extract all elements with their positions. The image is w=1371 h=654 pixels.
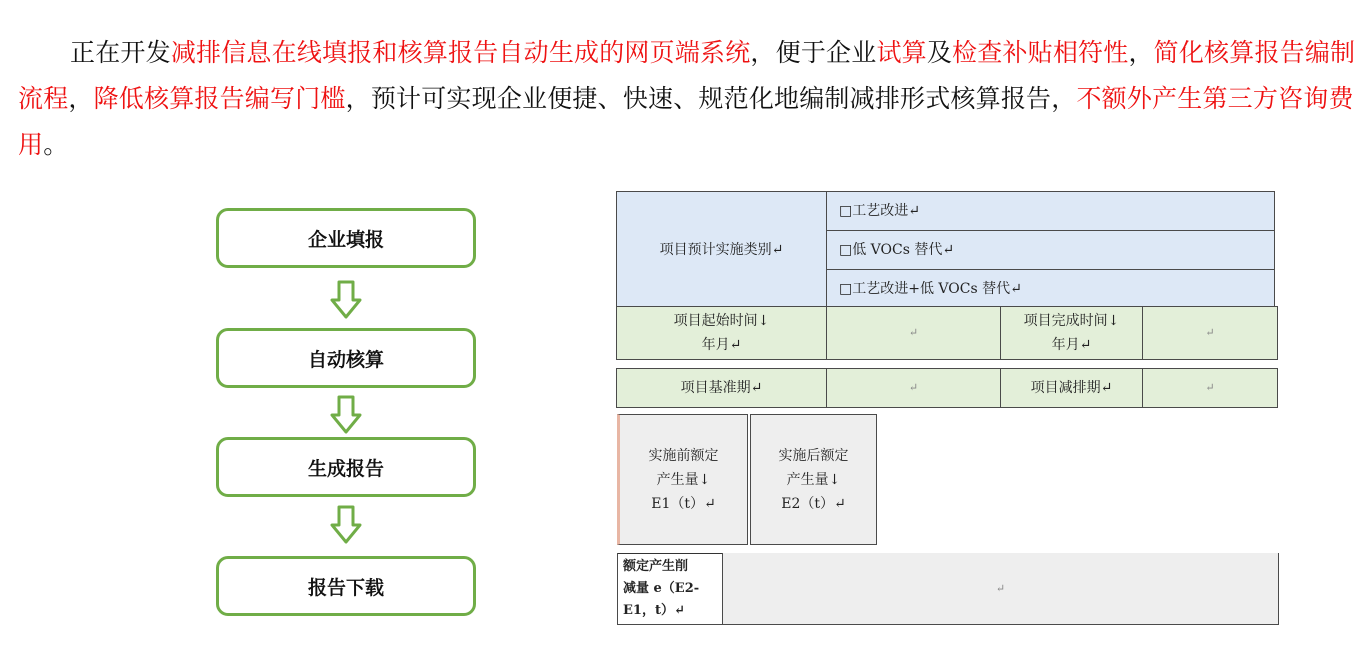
down-arrow-icon bbox=[330, 280, 362, 320]
baseline-label: 项目基准期↵ bbox=[680, 380, 763, 396]
text-span: ，便于企业 bbox=[750, 38, 877, 67]
e1-label-line2: 产生量↓ bbox=[656, 471, 711, 488]
end-time-unit: 年月↵ bbox=[1051, 337, 1092, 353]
reduction-label-line3: E1，t）↵ bbox=[623, 602, 685, 618]
text-span: ，预计可实现企业便捷、快速、规范化地编制减排形式核算报告， bbox=[345, 84, 1077, 113]
empty-mark: ↵ bbox=[1205, 326, 1215, 339]
option-cell bbox=[826, 230, 1275, 270]
e1-label-line3: E1（t）↵ bbox=[651, 495, 716, 512]
reduction-label-line2: 减量 e（E2- bbox=[623, 580, 700, 596]
baseline-label-cell bbox=[616, 368, 827, 408]
text-span: 。 bbox=[43, 130, 69, 159]
text-span: ， bbox=[68, 84, 94, 113]
highlight-span: 检查补贴相符性 bbox=[952, 38, 1129, 67]
e2-label-line3: E2（t）↵ bbox=[781, 495, 846, 512]
flow-step-fill-in: 企业填报 bbox=[216, 208, 476, 268]
highlight-span: 不额外产生第三方咨询费用 bbox=[18, 84, 1354, 159]
empty-mark: ↵ bbox=[995, 581, 1006, 595]
empty-mark: ↵ bbox=[1205, 381, 1215, 394]
option-cell bbox=[826, 269, 1275, 308]
text-span: 及 bbox=[926, 38, 953, 67]
baseline-value-cell bbox=[826, 368, 1001, 408]
text-span: ， bbox=[1128, 38, 1154, 67]
option-low-vocs: □低 VOCs 替代↵ bbox=[839, 242, 955, 258]
reduction-label-line1: 额定产生削 bbox=[623, 558, 689, 574]
highlight-span: 减排信息在线填报和核算报告自动生成的网页端系统 bbox=[170, 38, 751, 67]
end-time-label: 项目完成时间↓ bbox=[1023, 313, 1120, 329]
start-time-value-cell bbox=[826, 306, 1001, 360]
reduction-amount-value-cell bbox=[722, 553, 1279, 625]
e2-label-line2: 产生量↓ bbox=[786, 471, 841, 488]
e1-label-line1: 实施前额定 bbox=[648, 447, 719, 464]
empty-mark: ↵ bbox=[908, 381, 919, 394]
reduction-period-value-cell bbox=[1142, 368, 1278, 408]
flow-step-download-report: 报告下载 bbox=[216, 556, 476, 616]
e1-cell bbox=[617, 414, 748, 545]
down-arrow-icon bbox=[330, 395, 362, 435]
down-arrow-icon bbox=[330, 505, 362, 545]
flow-step-generate-report: 生成报告 bbox=[216, 437, 476, 497]
start-time-label-cell bbox=[616, 306, 827, 360]
highlight-span: 简化核算报告编制流程 bbox=[18, 38, 1356, 113]
empty-mark: ↵ bbox=[908, 326, 919, 339]
highlight-span: 降低核算报告编写门槛 bbox=[93, 84, 346, 113]
highlight-span: 试算 bbox=[876, 38, 927, 67]
reduction-amount-label-cell bbox=[617, 553, 723, 625]
category-label: 项目预计实施类别↵ bbox=[659, 241, 784, 258]
start-time-label: 项目起始时间↓ bbox=[673, 313, 770, 329]
reduction-period-label: 项目减排期↵ bbox=[1030, 380, 1113, 396]
end-time-value-cell bbox=[1142, 306, 1278, 360]
option-cell bbox=[826, 191, 1275, 231]
end-time-label-cell bbox=[1000, 306, 1143, 360]
start-time-unit: 年月↵ bbox=[701, 337, 742, 353]
text-span: 正在开发 bbox=[70, 38, 171, 67]
flow-step-auto-calc: 自动核算 bbox=[216, 328, 476, 388]
reduction-period-label-cell bbox=[1000, 368, 1143, 408]
e2-cell bbox=[750, 414, 877, 545]
option-process-improvement: □工艺改进↵ bbox=[839, 203, 920, 219]
option-combined: □工艺改进+低 VOCs 替代↵ bbox=[839, 280, 1022, 297]
e2-label-line1: 实施后额定 bbox=[778, 447, 849, 464]
category-label-cell bbox=[616, 191, 827, 308]
intro-paragraph bbox=[18, 30, 1358, 168]
